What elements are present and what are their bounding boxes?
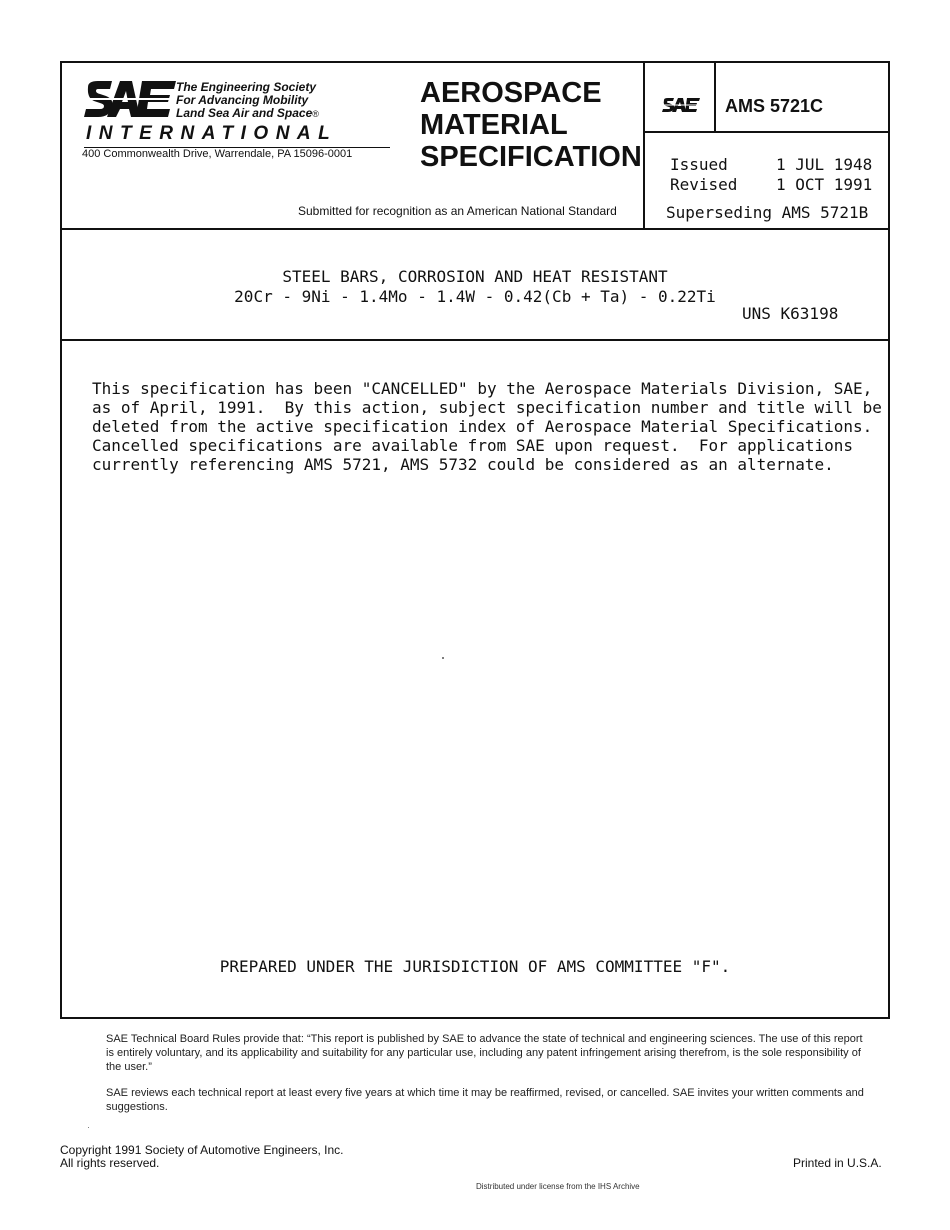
ansi-submission-note: Submitted for recognition as an American National Standard (298, 204, 617, 218)
copyright-line-1: Copyright 1991 Society of Automotive Engineers, Inc. (60, 1143, 344, 1157)
distribution-note: Distributed under license from the IHS Archive (476, 1182, 640, 1191)
header-divider-left (643, 63, 645, 230)
header-box-rule (643, 131, 888, 133)
superseding-note: Superseding AMS 5721B (666, 203, 869, 222)
title-bottom-rule (62, 339, 888, 341)
society-tagline (176, 81, 319, 121)
document-title-line-2: 20Cr - 9Ni - 1.4Mo - 1.4W - 0.42(Cb + Ta) - 0.22Ti (234, 287, 716, 306)
sae-logo-mark (84, 79, 176, 121)
sae-small-logo (662, 97, 700, 113)
cancellation-notice: This specification has been "CANCELLED" by the Aerospace Materials Division, SAE, as of April, 1991. By this action, subject specification number and title will be deleted from the active specification index of Aerospace Material Specifications. Cancelled specifications are available from SAE upon request. For applications currently referencing AMS 5721, AMS 5732 could be considered as an alternate. (92, 379, 882, 474)
header-divider-logo-box (714, 63, 716, 133)
issued-date: 1 JUL 1948 (775, 155, 873, 174)
rules-paragraph-2: SAE reviews each technical report at least every five years at which time it may be reaffirmed, revised, or cancelled. SAE invites your written comments and suggestions. (106, 1087, 864, 1113)
document-frame (60, 61, 890, 1019)
spec-type-title (420, 77, 642, 173)
header-bottom-rule (62, 228, 888, 230)
issued-row (670, 155, 872, 175)
registered-mark: ® (312, 109, 319, 119)
tagline-line-2: For Advancing Mobility (176, 93, 309, 107)
title-line-aerospace: AEROSPACE (420, 77, 602, 109)
scan-speck (442, 657, 444, 659)
scan-speck-footer (88, 1127, 89, 1128)
document-title-line-1: STEEL BARS, CORROSION AND HEAT RESISTANT (282, 267, 668, 286)
copyright-line-2: All rights reserved. (60, 1156, 160, 1170)
document-title (62, 267, 888, 307)
spec-number: AMS 5721C (725, 96, 824, 116)
sae-address: 400 Commonwealth Drive, Warrendale, PA 15096-0001 (82, 148, 353, 160)
rules-paragraph-1: SAE Technical Board Rules provide that: “This report is published by SAE to advance the state of technical and engineering sciences. The use of this report is entirely voluntary, and its applicability and suitability for any particular use, including any patent infringement arising therefrom, is the sole responsibility of the user.” (106, 1033, 863, 1073)
copyright-notice (60, 1144, 344, 1170)
revised-date: 1 OCT 1991 (775, 175, 873, 194)
uns-number: UNS K63198 (742, 304, 839, 323)
title-line-specification: SPECIFICATION (420, 141, 642, 173)
tagline-line-1: The Engineering Society (176, 80, 317, 94)
issue-dates (670, 155, 872, 195)
printed-in: Printed in U.S.A. (793, 1156, 882, 1170)
issued-label: Issued (670, 155, 728, 174)
title-line-material: MATERIAL (420, 109, 568, 141)
revised-row (670, 175, 872, 195)
revised-label: Revised (670, 175, 738, 194)
tagline-line-3: Land Sea Air and Space® (176, 106, 319, 120)
committee-jurisdiction: PREPARED UNDER THE JURISDICTION OF AMS COMMITTEE "F". (219, 957, 731, 976)
technical-board-rules (106, 1032, 866, 1126)
international-wordmark: INTERNATIONAL (86, 123, 338, 144)
sae-logo (84, 79, 394, 159)
